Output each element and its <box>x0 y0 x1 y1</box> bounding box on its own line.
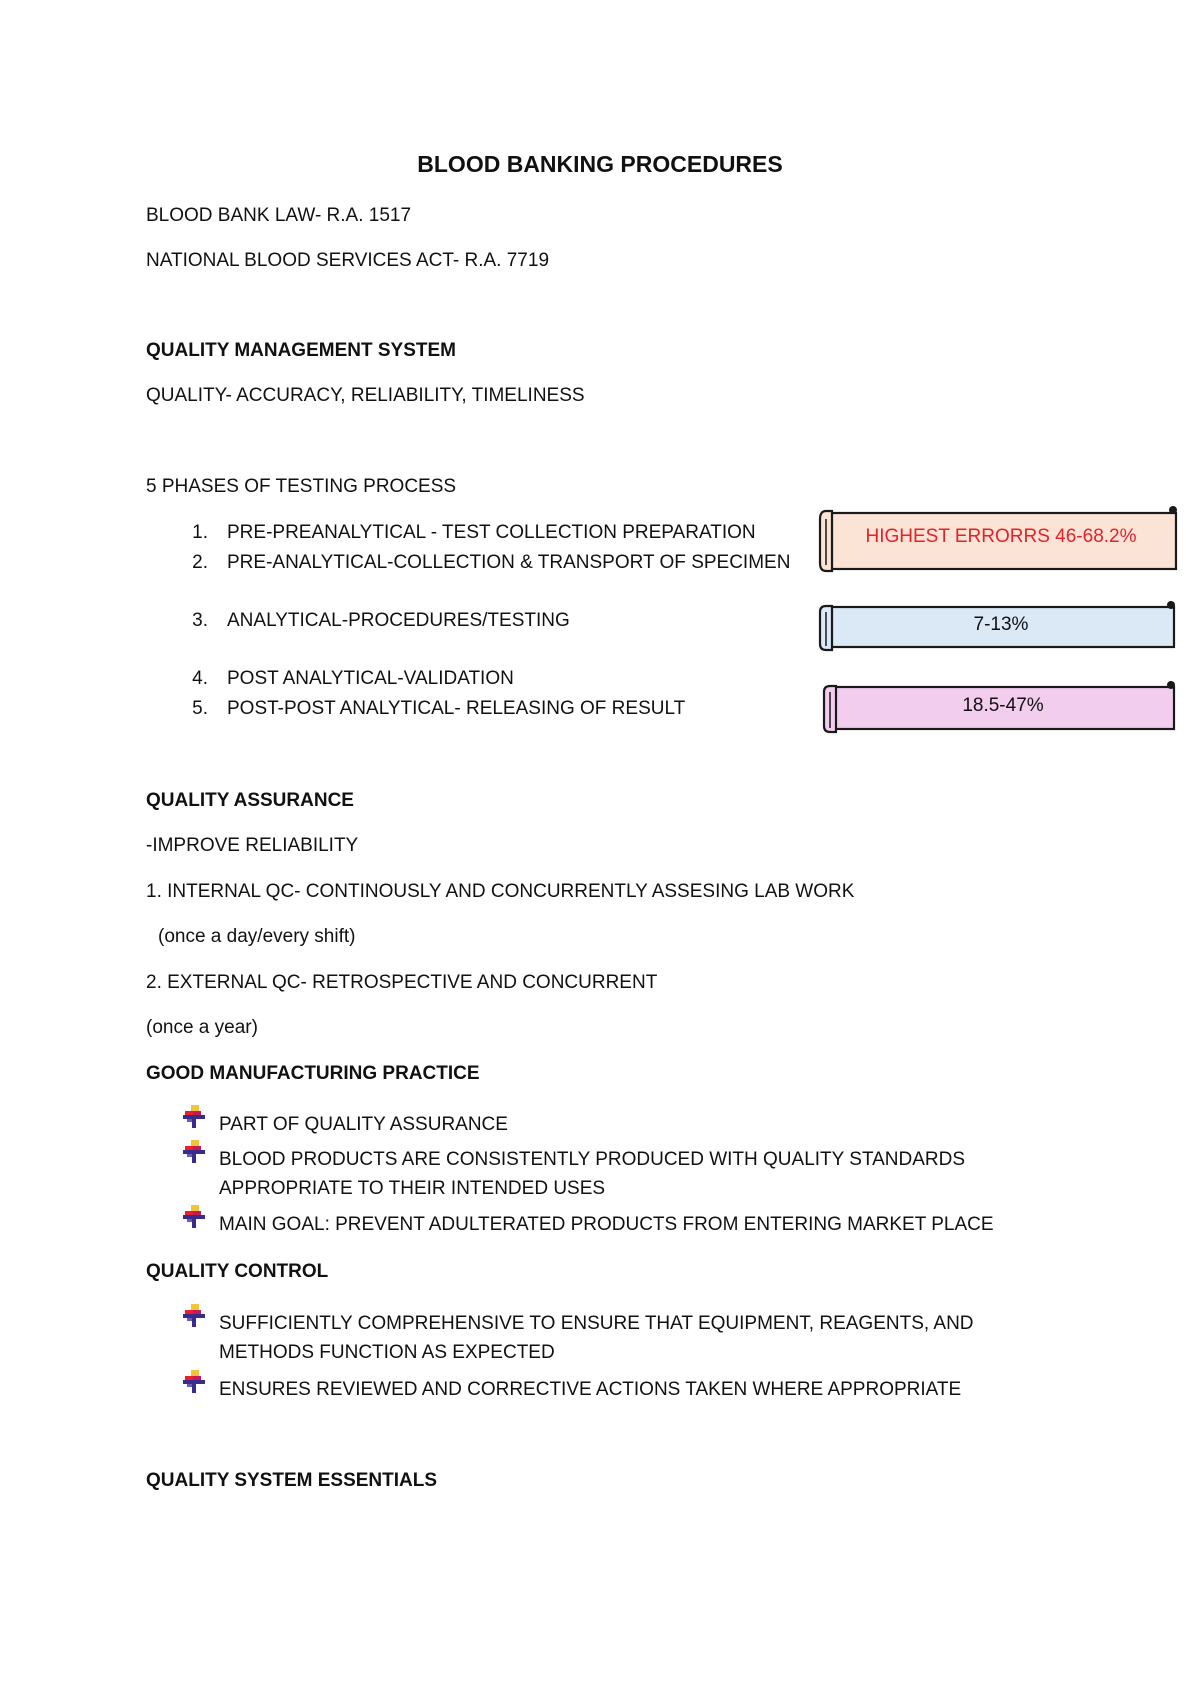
callout-post-analytical <box>822 682 1178 730</box>
four-color-cross-bullet-icon <box>182 1104 208 1130</box>
qa-line: (once a year) <box>146 1017 258 1038</box>
list-item: ENSURES REVIEWED AND CORRECTIVE ACTIONS TAKEN WHERE APPROPRIATE <box>219 1379 962 1400</box>
phase-text: POST ANALYTICAL-VALIDATION <box>227 668 514 689</box>
list-item: MAIN GOAL: PREVENT ADULTERATED PRODUCTS FROM ENTERING MARKET PLACE <box>219 1214 994 1235</box>
callout-text: HIGHEST ERRORRS 46-68.2% <box>865 526 1137 547</box>
callout-text: 7-13% <box>973 614 1029 635</box>
qa-heading: QUALITY ASSURANCE <box>146 790 354 811</box>
four-color-cross-bullet-icon <box>182 1139 208 1165</box>
list-item-continued: APPROPRIATE TO THEIR INTENDED USES <box>219 1178 606 1199</box>
phase-number: 2. <box>192 552 208 573</box>
qa-line: -IMPROVE RELIABILITY <box>146 835 359 856</box>
blood-bank-law: BLOOD BANK LAW- R.A. 1517 <box>146 205 412 226</box>
phase-text: PRE-PREANALYTICAL - TEST COLLECTION PREPARATION <box>227 522 756 543</box>
callout-analytical <box>818 602 1178 648</box>
qc-heading: QUALITY CONTROL <box>146 1261 329 1282</box>
list-item-continued: METHODS FUNCTION AS EXPECTED <box>219 1342 555 1363</box>
phase-text: PRE-ANALYTICAL-COLLECTION & TRANSPORT OF SPECIMEN <box>227 552 791 573</box>
phase-text: ANALYTICAL-PROCEDURES/TESTING <box>227 610 570 631</box>
quality-definition: QUALITY- ACCURACY, RELIABILITY, TIMELINESS <box>146 385 585 406</box>
qse-heading: QUALITY SYSTEM ESSENTIALS <box>146 1470 438 1491</box>
phase-text: POST-POST ANALYTICAL- RELEASING OF RESULT <box>227 698 686 719</box>
phase-number: 4. <box>192 668 208 689</box>
page-title: BLOOD BANKING PROCEDURES <box>417 151 783 177</box>
gmp-heading: GOOD MANUFACTURING PRACTICE <box>146 1063 480 1084</box>
list-item: SUFFICIENTLY COMPREHENSIVE TO ENSURE THAT EQUIPMENT, REAGENTS, AND <box>219 1313 974 1334</box>
list-item: BLOOD PRODUCTS ARE CONSISTENTLY PRODUCED WITH QUALITY STANDARDS <box>219 1149 966 1170</box>
callout-highest-errors <box>818 505 1178 569</box>
qa-line: 1. INTERNAL QC- CONTINOUSLY AND CONCURRENTLY ASSESING LAB WORK <box>146 881 855 902</box>
national-blood-services-act: NATIONAL BLOOD SERVICES ACT- R.A. 7719 <box>146 250 550 271</box>
four-color-cross-bullet-icon <box>182 1204 208 1230</box>
phases-heading: 5 PHASES OF TESTING PROCESS <box>146 476 457 497</box>
four-color-cross-bullet-icon <box>182 1369 208 1395</box>
list-item: PART OF QUALITY ASSURANCE <box>219 1114 508 1135</box>
qms-heading: QUALITY MANAGEMENT SYSTEM <box>146 340 456 361</box>
callout-text: 18.5-47% <box>962 695 1044 716</box>
qa-line: (once a day/every shift) <box>158 926 356 947</box>
phase-number: 5. <box>192 698 208 719</box>
qa-line: 2. EXTERNAL QC- RETROSPECTIVE AND CONCURRENT <box>146 972 658 993</box>
phase-number: 3. <box>192 610 208 631</box>
phase-number: 1. <box>192 522 208 543</box>
four-color-cross-bullet-icon <box>182 1303 208 1329</box>
